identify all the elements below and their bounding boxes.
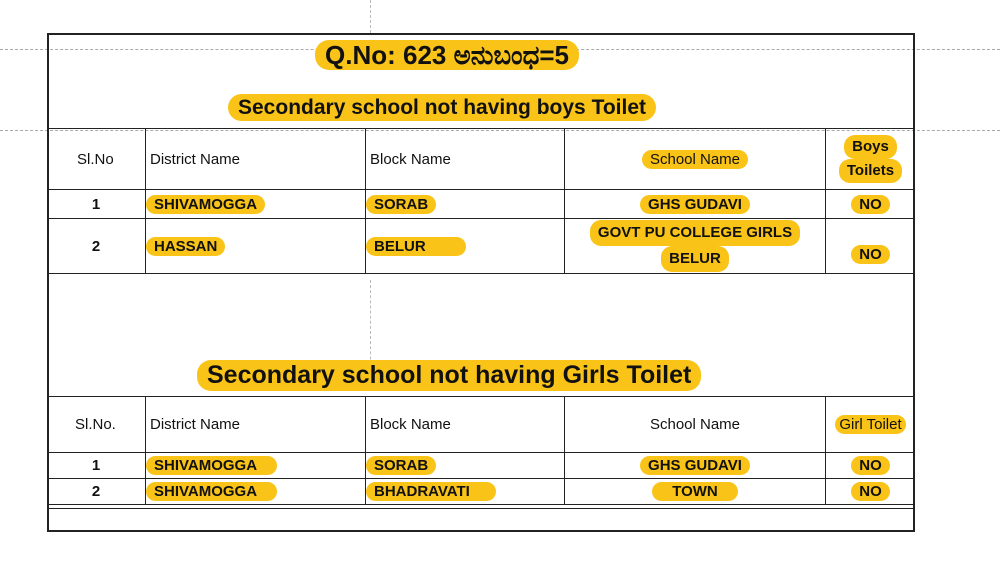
table-row: [47, 479, 915, 505]
cell-toilet: NO: [825, 190, 915, 218]
girls-toilet-table: [47, 396, 915, 509]
table-row: [47, 190, 915, 219]
cell-district: SHIVAMOGGA: [145, 453, 365, 478]
table-header-row: [47, 129, 915, 190]
cell-school: GHS GUDAVI: [564, 453, 825, 478]
header-sl: Sl.No: [77, 150, 114, 168]
header-district: District Name: [145, 397, 365, 452]
cell-block: BELUR: [365, 219, 564, 273]
table-row: [47, 219, 915, 273]
cell-district: SHIVAMOGGA: [145, 190, 365, 218]
cell-district: HASSAN: [145, 219, 365, 273]
cell-toilet: NO: [825, 219, 915, 273]
header-sl: Sl.No.: [75, 416, 116, 433]
header-district: District Name: [145, 129, 365, 189]
scan-line: [370, 0, 371, 33]
cell-toilet: NO: [825, 479, 915, 504]
cell-school: GOVT PU COLLEGE GIRLS BELUR: [564, 219, 825, 273]
header-boys-toilets: Boys Toilets: [825, 129, 915, 189]
cell-sl: 1: [91, 195, 101, 213]
header-block: Block Name: [365, 129, 564, 189]
header-school: School Name: [564, 129, 825, 189]
cell-block: BHADRAVATI: [365, 479, 564, 504]
header-school: School Name: [564, 397, 825, 452]
boys-toilet-table: [47, 128, 915, 274]
cell-district: SHIVAMOGGA: [145, 479, 365, 504]
boys-section-title: Secondary school not having boys Toilet: [228, 94, 656, 121]
header-block: Block Name: [365, 397, 564, 452]
cell-block: SORAB: [365, 453, 564, 478]
cell-sl: 2: [91, 237, 101, 255]
cell-sl: 2: [91, 483, 101, 500]
table-header-row: [47, 397, 915, 453]
cell-sl: 1: [91, 457, 101, 474]
girls-section-title: Secondary school not having Girls Toilet: [197, 360, 701, 391]
page-title: Q.No: 623 ಅನುಬಂಧ=5: [315, 40, 579, 70]
table-row: [47, 453, 915, 479]
header-girl-toilet: Girl Toilet: [825, 397, 915, 452]
cell-school: GHS GUDAVI: [564, 190, 825, 218]
cell-toilet: NO: [825, 453, 915, 478]
cell-block: SORAB: [365, 190, 564, 218]
cell-school: TOWN: [564, 479, 825, 504]
